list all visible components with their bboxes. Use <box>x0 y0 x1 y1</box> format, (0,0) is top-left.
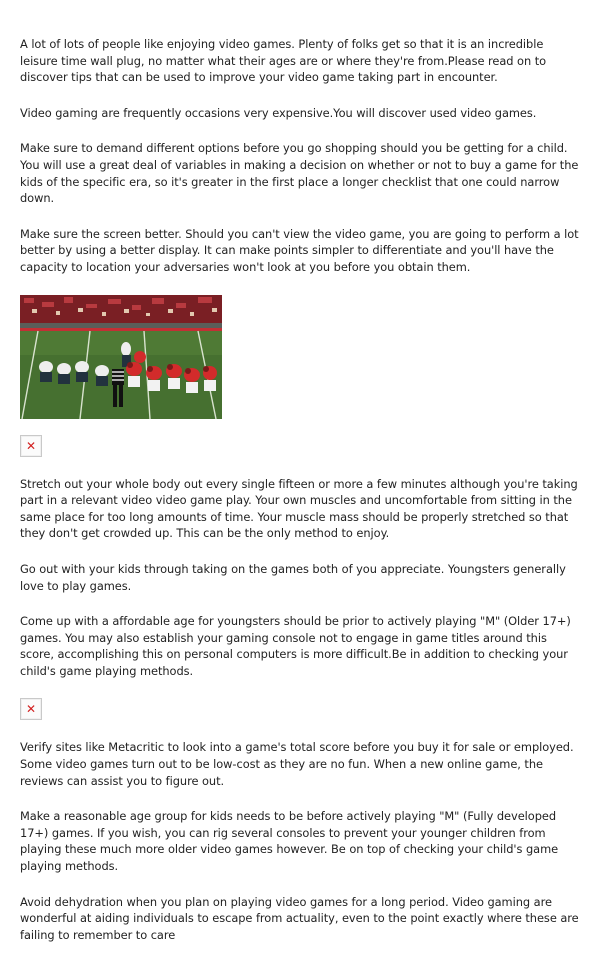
article <box>20 36 582 962</box>
paragraph-7: Come up with a affordable age for youngsters should be prior to actively playing "M" (Older 17+) games. You may also establish your gaming console not to engage in game titles around this score, accomplishing this on personal computers is more difficult.Be in addition to checking your child's game playing methods. <box>20 614 571 678</box>
paragraph-9: Make a reasonable age group for kids needs to be before actively playing "M" (Fully developed 17+) games. If you wish, you can rig several consoles to prevent your younger children from playing these much more older video games however. Be on top of checking your child's game playing methods. <box>20 809 559 874</box>
broken-image-x: ✕ <box>25 438 37 453</box>
paragraph-3: Make sure to demand different options before you go shopping should you be getting for a child. You will use a great deal of variables in making a decision on whether or not to buy a game for the kids of the specific era, so it's greater in the first place a longer checklist that one could narrow down. <box>20 141 579 206</box>
paragraph-5: Stretch out your whole body out every single fifteen or more a few minutes although you're taking part in a relevant video video game play. Your own muscles and uncomfortable from sitting in the same place for too long amounts of time. Your muscle mass should be properly stretched so that they don't get crowded up. This can be the only method to enjoy. <box>20 476 578 541</box>
paragraph-6: Go out with your kids through taking on the games both of you appreciate. Youngsters generally love to play games. <box>20 561 566 593</box>
broken-image-x: ✕ <box>25 702 37 717</box>
broken-image-icon <box>20 698 42 720</box>
paragraph-10: Avoid dehydration when you plan on playing video games for a long period. Video gaming are wonderful at aiding individuals to escape from actuality, even to the point exactly where these are failing to remember to care <box>20 894 579 942</box>
paragraph-1: A lot of lots of people like enjoying video games. Plenty of folks get so that it is an incredible leisure time wall plug, no matter what their ages are or where they're from.Please read on to discover tips that can be used to improve your video game taking part in encounter. <box>20 37 547 85</box>
paragraph-8: Verify sites like Metacritic to look into a game's total score before you buy it for sale or employed. Some video games turn out to be low-cost as they are no fun. When a new online game, the reviews can assist you to figure out. <box>20 740 574 788</box>
football-photo <box>20 295 222 419</box>
broken-image-icon <box>20 435 42 457</box>
paragraph-2: Video gaming are frequently occasions very expensive.You will discover used video games. <box>20 105 537 120</box>
paragraph-4: Make sure the screen better. Should you can't view the video game, you are going to perform a lot better by using a better display. It can make points simpler to differentiate and you'll have the capacity to location your adversaries won't look at you before you obtain them. <box>20 226 579 274</box>
